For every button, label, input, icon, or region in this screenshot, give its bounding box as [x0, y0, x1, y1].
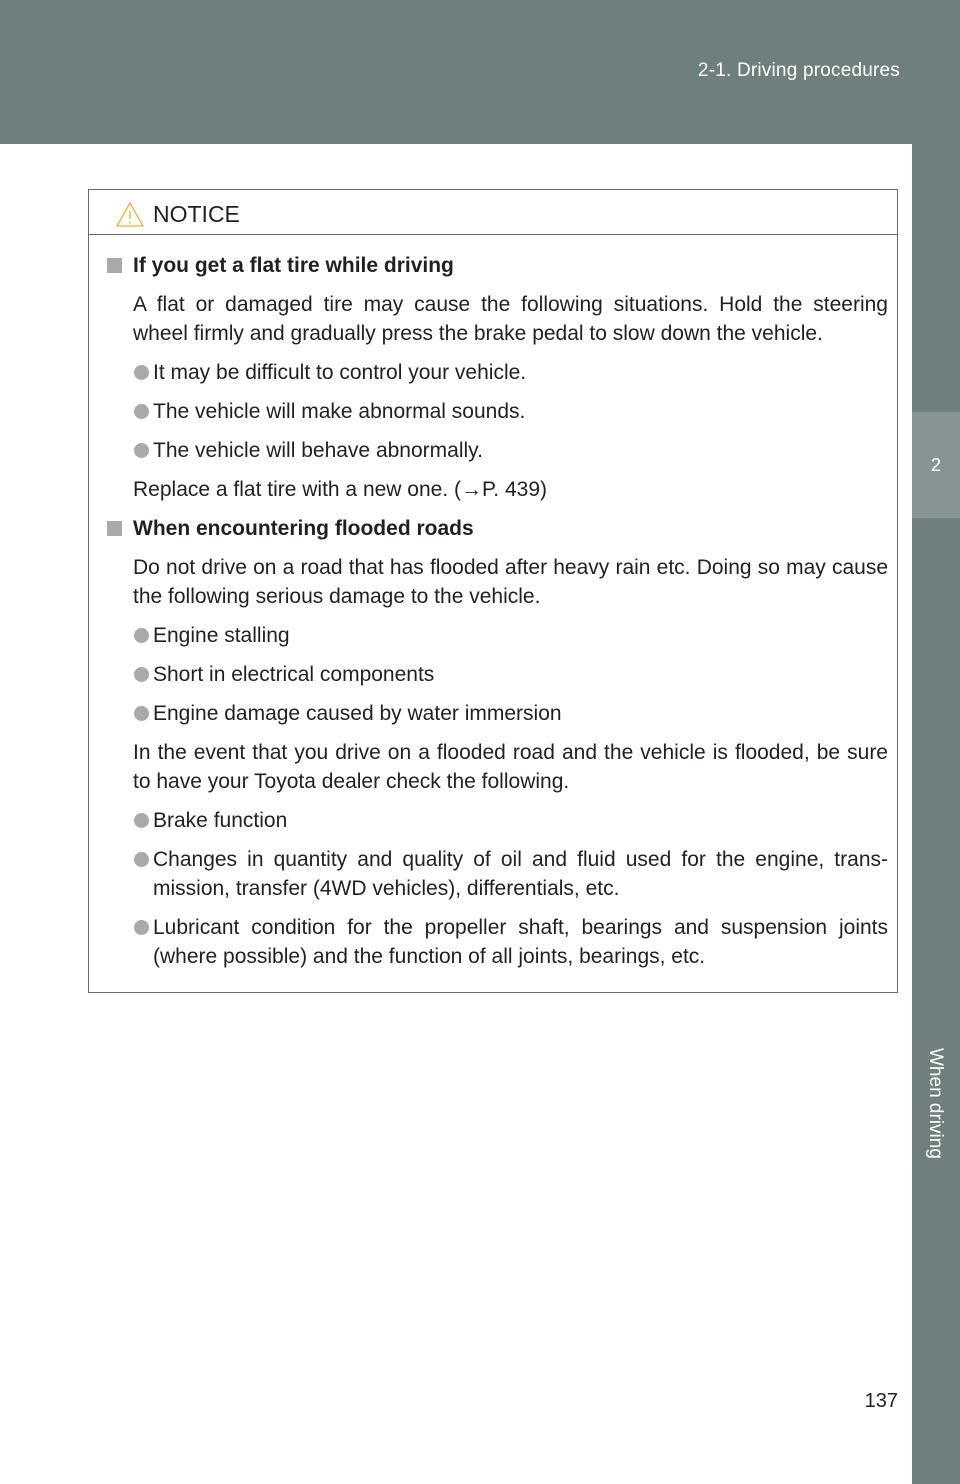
- circle-bullet-icon: [134, 404, 149, 419]
- section-title: 2-1. Driving procedures: [697, 60, 900, 81]
- circle-bullet-icon: [134, 443, 149, 458]
- list-item: Short in electrical components: [105, 660, 888, 689]
- notice-box: [88, 189, 898, 993]
- list-item: The vehicle will behave abnormally.: [105, 436, 888, 465]
- side-tab-top: [912, 144, 960, 412]
- circle-bullet-icon: [134, 365, 149, 380]
- chapter-label: When driving: [925, 1048, 946, 1159]
- list-item: Lubricant condition for the propeller shaft, bearings and suspension joints (where possible) and the function of all joints, bearings, etc.: [105, 913, 888, 971]
- notice-body: [89, 235, 897, 971]
- list-item: Changes in quantity and quality of oil and fluid used for the engine, trans-mission, transfer (4WD vehicles), differentials, etc.: [105, 845, 888, 903]
- list-item: Engine stalling: [105, 621, 888, 650]
- paragraph: A flat or damaged tire may cause the following situations. Hold the steering wheel firmly and gradually press the brake pedal to slow down the vehicle.: [133, 293, 888, 345]
- notice-header: [89, 190, 897, 235]
- notice-title: NOTICE: [153, 201, 240, 227]
- circle-bullet-icon: [134, 628, 149, 643]
- square-bullet-icon: [107, 521, 122, 536]
- list-item: Brake function: [105, 806, 888, 835]
- page-number: 137: [864, 1390, 898, 1412]
- list-item: The vehicle will make abnormal sounds.: [105, 397, 888, 426]
- warning-triangle-icon: [115, 201, 145, 228]
- square-bullet-icon: [107, 258, 122, 273]
- page-reference[interactable]: Replace a flat tire with a new one. (→P. 439): [133, 478, 548, 501]
- circle-bullet-icon: [134, 920, 149, 935]
- chapter-label-tab[interactable]: [912, 518, 960, 1484]
- paragraph: In the event that you drive on a flooded road and the vehicle is flooded, be sure to have your Toyota dealer check the following.: [133, 741, 888, 793]
- circle-bullet-icon: [134, 667, 149, 682]
- circle-bullet-icon: [134, 706, 149, 721]
- section-heading-flooded-roads: When encountering flooded roads: [105, 514, 888, 543]
- paragraph: Do not drive on a road that has flooded after heavy rain etc. Doing so may cause the following serious damage to the vehicle.: [133, 556, 888, 608]
- circle-bullet-icon: [134, 852, 149, 867]
- list-item: Engine damage caused by water immersion: [105, 699, 888, 728]
- circle-bullet-icon: [134, 813, 149, 828]
- page-header: [0, 0, 960, 144]
- list-item: It may be difficult to control your vehicle.: [105, 358, 888, 387]
- chapter-number-tab[interactable]: 2: [912, 412, 960, 518]
- section-heading-flat-tire: If you get a flat tire while driving: [105, 251, 888, 280]
